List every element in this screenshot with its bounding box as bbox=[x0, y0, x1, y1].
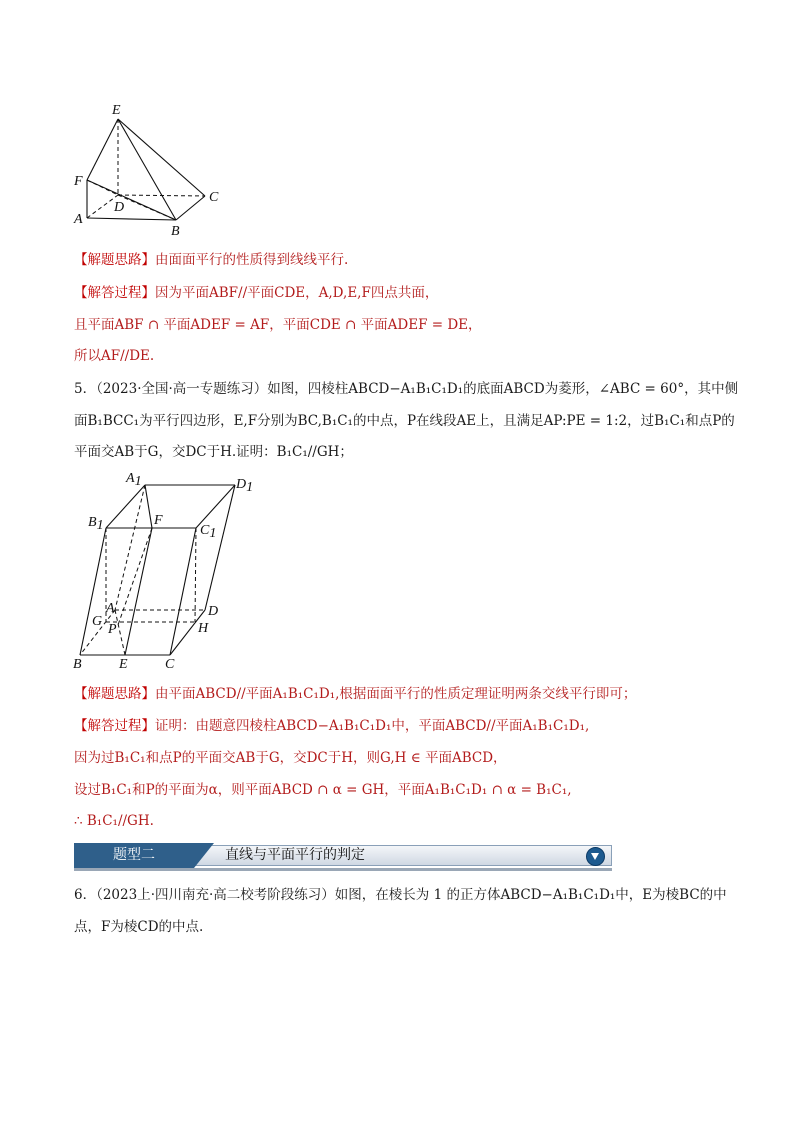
problem5-line2: 面B₁BCC₁为平行四边形，E,F分别为BC,B₁C₁的中点，P在线段AE上，且满足AP:PE = 1:2，过B₁C₁和点P的 bbox=[74, 413, 735, 429]
label-C: C bbox=[209, 190, 219, 205]
solution5-process-line4: ∴ B₁C₁//GH. bbox=[74, 813, 154, 829]
idea-text: 由面面平行的性质得到线线平行. bbox=[155, 252, 349, 268]
problem6-line1: 6．（2023上·四川南充·高二校考阶段练习）如图，在棱长为 1 的正方体ABCD−A₁B₁C₁D₁中，E为棱BC的中 bbox=[74, 887, 727, 903]
edge-D1C1 bbox=[196, 485, 235, 528]
solution5-process-line3: 设过B₁C₁和P的平面为α，则平面ABCD ∩ α = GH，平面A₁B₁C₁D₁ ∩ α = B₁C₁, bbox=[74, 782, 572, 798]
solution5-process-line2: 因为过B₁C₁和点P的平面交AB于G，交DC于H，则G,H ∈ 平面ABCD， bbox=[74, 750, 507, 766]
solution4-process-line1 bbox=[74, 283, 438, 303]
process-tag: 【解答过程】 bbox=[74, 718, 155, 734]
label-C1: C1 bbox=[200, 523, 217, 541]
process-tag: 【解答过程】 bbox=[74, 285, 155, 301]
label-F: F bbox=[154, 513, 163, 528]
edge-DC bbox=[118, 195, 205, 196]
edge-C1H bbox=[195, 528, 196, 622]
label-B: B bbox=[171, 224, 180, 238]
process-text: 因为平面ABF//平面CDE，A,D,E,F四点共面， bbox=[155, 285, 439, 301]
edge-FE bbox=[125, 528, 152, 655]
process-text: 证明：由题意四棱柱ABCD−A₁B₁C₁D₁中，平面ABCD//平面A₁B₁C₁D₁, bbox=[155, 718, 590, 734]
label-A1: A1 bbox=[126, 471, 142, 489]
idea-text: 由平面ABCD//平面A₁B₁C₁D₁,根据面面平行的性质定理证明两条交线平行即可； bbox=[155, 686, 637, 702]
idea-tag: 【解题思路】 bbox=[74, 686, 155, 702]
problem5-line1: 5．（2023·全国·高一专题练习）如图，四棱柱ABCD−A₁B₁C₁D₁的底面ABCD为菱形，∠ABC = 60°，其中侧 bbox=[74, 381, 739, 397]
label-H: H bbox=[198, 621, 209, 636]
label-E: E bbox=[112, 103, 121, 118]
section-banner bbox=[74, 843, 612, 868]
problem5-line3: 平面交AB于G，交DC于H.证明：B₁C₁//GH； bbox=[74, 444, 353, 460]
edge-EC bbox=[118, 119, 205, 196]
section-title-text: 直线与平面平行的判定 bbox=[225, 847, 365, 863]
problem6-line2: 点，F为棱CD的中点. bbox=[74, 919, 204, 935]
banner-corner bbox=[194, 843, 214, 868]
label-G: G bbox=[92, 614, 103, 629]
banner-shadow bbox=[74, 868, 612, 871]
label-P: P bbox=[108, 622, 117, 637]
solution4-idea bbox=[74, 250, 348, 270]
label-A: A bbox=[74, 212, 83, 227]
label-F: F bbox=[74, 174, 83, 189]
edge-D1D bbox=[205, 485, 235, 610]
idea-tag: 【解题思路】 bbox=[74, 252, 155, 268]
chevron-down-icon bbox=[586, 847, 605, 866]
edge-EB bbox=[118, 119, 176, 220]
edge-AB bbox=[87, 218, 176, 220]
section-label: 题型二 bbox=[74, 843, 194, 868]
figure-prism bbox=[70, 470, 260, 675]
label-D: D bbox=[208, 604, 219, 619]
solution4-process-line2: 且平面ABF ∩ 平面ADEF = AF，平面CDE ∩ 平面ADEF = DE， bbox=[74, 317, 482, 333]
label-B1: B1 bbox=[88, 515, 104, 533]
edge-A1F bbox=[145, 485, 152, 528]
label-E: E bbox=[119, 657, 128, 672]
edge-B1B bbox=[80, 528, 106, 655]
solution4-process-line3: 所以AF//DE. bbox=[74, 348, 155, 364]
edge-C1C bbox=[170, 528, 196, 655]
figure-pyramid bbox=[70, 98, 230, 238]
solution5-idea bbox=[74, 684, 636, 704]
label-D1: D1 bbox=[236, 477, 254, 495]
edge-EF bbox=[87, 119, 118, 180]
section-title bbox=[194, 845, 612, 866]
edge-BC bbox=[176, 196, 205, 220]
edge-A1B1 bbox=[106, 485, 145, 528]
label-D: D bbox=[114, 200, 125, 215]
label-A: A bbox=[106, 601, 115, 616]
label-C: C bbox=[165, 657, 175, 672]
solution5-process-line1 bbox=[74, 716, 589, 736]
label-B: B bbox=[73, 657, 82, 672]
